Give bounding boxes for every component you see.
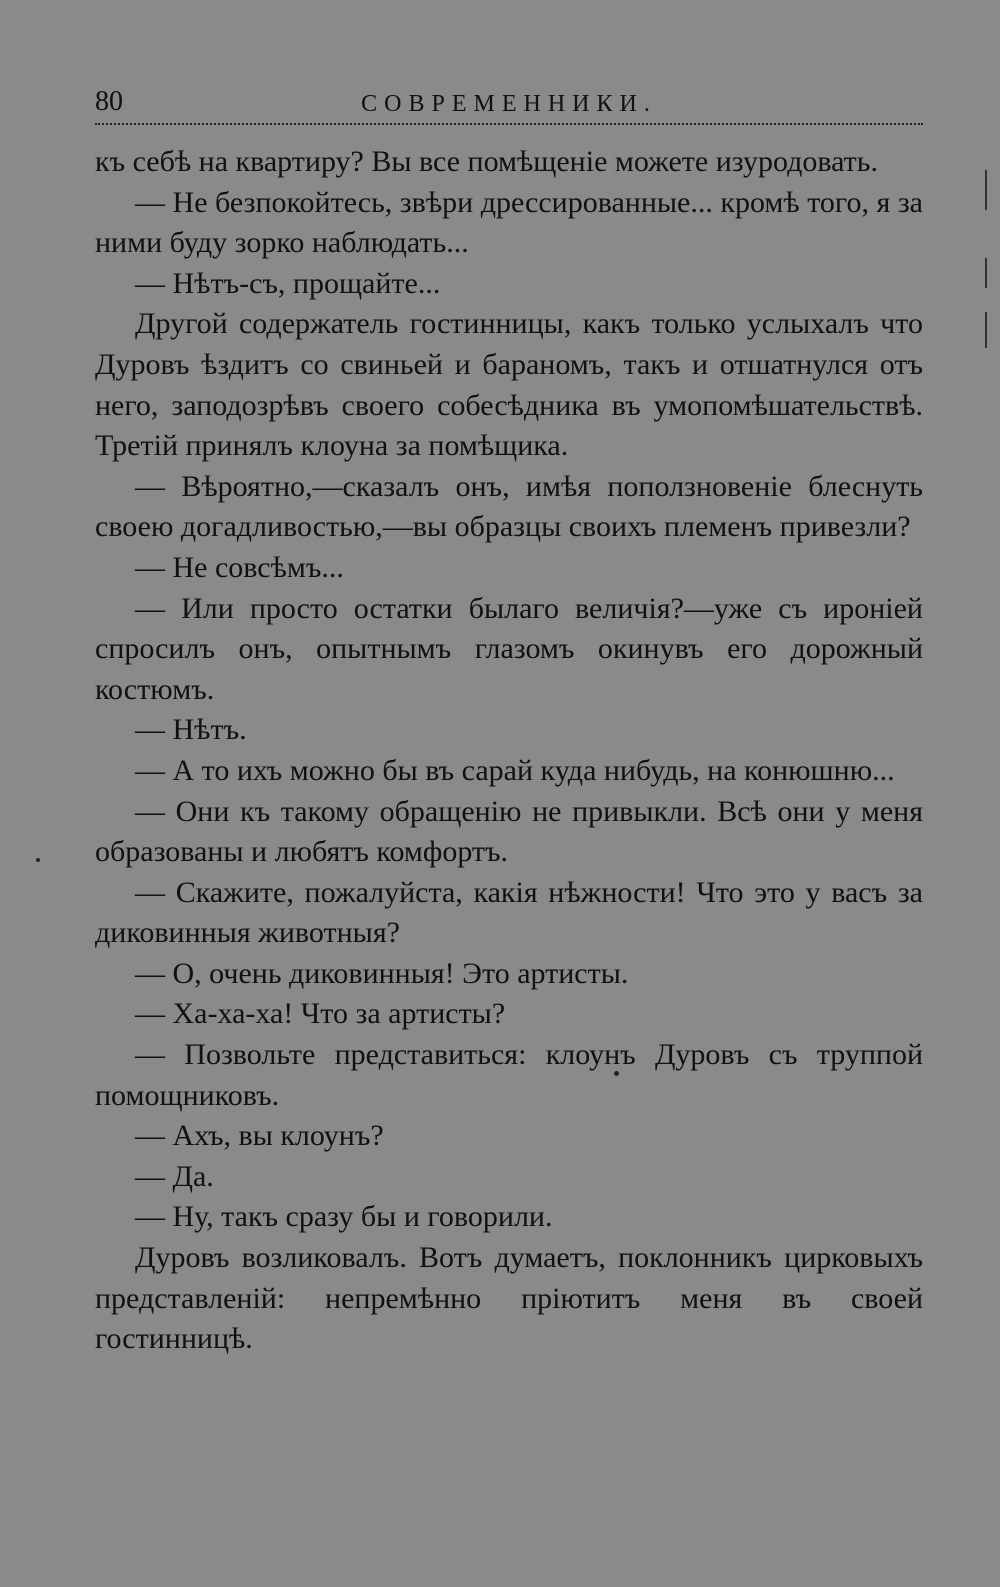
- page-header: [95, 84, 923, 124]
- paragraph: — Нѣтъ.: [135, 713, 247, 747]
- paragraph: — Нѣтъ-съ, прощайте...: [135, 266, 441, 300]
- paragraph: — Вѣроятно,—сказалъ онъ, имѣя поползновенiе блеснуть своею догадливостью,—вы образцы своихъ племенъ привезли?: [95, 469, 923, 544]
- paragraph: Дуровъ возликовалъ. Вотъ думаетъ, поклонникъ цирковыхъ представленiй: непремѣнно прiютитъ меня въ своей гостинницѣ.: [95, 1241, 923, 1356]
- paragraph: — Или просто остатки былаго величiя?—уже съ иронiей спросилъ онъ, опытнымъ глазомъ окинувъ его дорожный костюмъ.: [95, 591, 923, 706]
- scan-speck: [614, 1071, 619, 1076]
- running-title: СОВРЕМЕННИКИ.: [361, 91, 657, 117]
- paragraph: — Скажите, пожалуйста, какiя нѣжности! Что это у васъ за диковинныя животныя?: [95, 875, 923, 950]
- paragraph: Другой содержатель гостинницы, какъ только услыхалъ что Дуровъ ѣздитъ со свиньей и бараномъ, такъ и отшатнулся отъ него, заподозрѣвъ своего собесѣдника въ умопомѣшательствѣ. Третiй принялъ клоуна за помѣщика.: [95, 307, 923, 463]
- paragraph: — О, очень диковинныя! Это артисты.: [135, 956, 629, 990]
- paragraph: — Ну, такъ сразу бы и говорили.: [135, 1200, 553, 1234]
- paragraph: — Не совсѣмъ...: [135, 550, 344, 584]
- paragraph: — Да.: [135, 1159, 214, 1193]
- paragraph: къ себѣ на квартиру? Вы все помѣщенiе можете изуродовать.: [95, 145, 878, 178]
- margin-mark: [985, 258, 987, 288]
- body-text: [95, 142, 923, 1360]
- paragraph: — Они къ такому обращенiю не привыкли. Всѣ они у меня образованы и любятъ комфортъ.: [95, 794, 923, 869]
- paragraph: — Не безпокойтесь, звѣри дрессированные... кромѣ того, я за ними буду зорко наблюдать...: [95, 185, 923, 260]
- paragraph: — Позвольте представиться: клоунъ Дуровъ съ труппой помощниковъ.: [95, 1038, 923, 1112]
- margin-mark: [985, 170, 987, 210]
- page-number: 80: [95, 86, 123, 117]
- margin-mark: [985, 312, 987, 348]
- header-rule: [95, 123, 923, 125]
- paragraph: — Ахъ, вы клоунъ?: [135, 1119, 384, 1153]
- paragraph: — А то ихъ можно бы въ сарай куда нибудь, на конюшню...: [135, 753, 895, 787]
- scan-speck: [36, 858, 40, 862]
- paragraph: — Ха-ха-ха! Что за артисты?: [135, 997, 506, 1031]
